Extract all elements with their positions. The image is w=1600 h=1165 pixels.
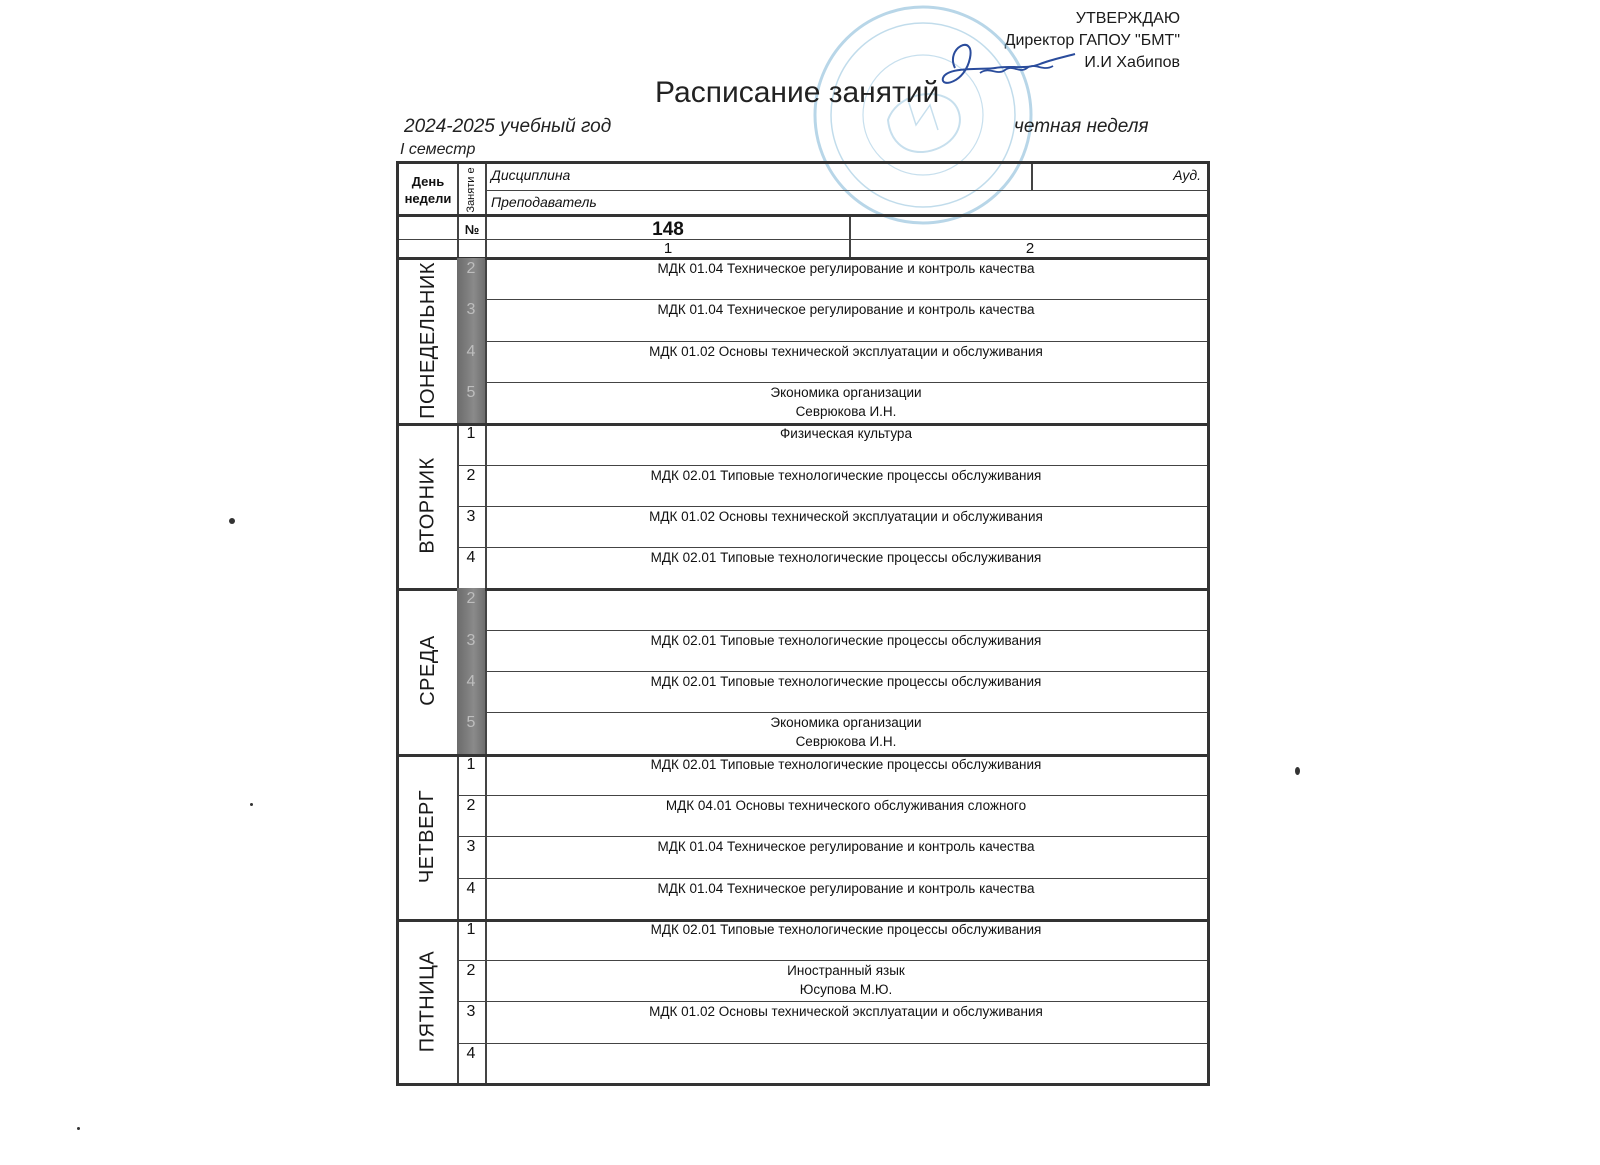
divider <box>485 190 1207 191</box>
lesson-number: 5 <box>457 382 485 423</box>
lesson-cell <box>485 630 1207 672</box>
approval-line: УТВЕРЖДАЮ <box>1075 10 1180 27</box>
lesson-cell <box>485 465 1207 507</box>
header-day-label: недели <box>404 191 452 206</box>
page-title: Расписание занятий <box>655 76 940 109</box>
lesson-subject: МДК 02.01 Типовые технологические процессы обслуживания <box>650 467 1042 483</box>
day-name-label: ПОНЕДЕЛЬНИК <box>416 262 439 420</box>
header-teacher: Преподаватель <box>491 194 597 210</box>
lesson-subject: МДК 01.04 Техническое регулирование и контроль качества <box>657 880 1035 896</box>
lesson-subject: МДК 01.02 Основы технической эксплуатации и обслуживания <box>649 508 1043 524</box>
lesson-cell <box>485 588 1207 630</box>
day-name <box>399 258 457 423</box>
header-number-sign: № <box>464 222 480 237</box>
week-type: четная неделя <box>1014 116 1149 137</box>
lesson-number: 4 <box>466 549 476 567</box>
approval-block <box>1005 8 1180 74</box>
lesson-number: 2 <box>466 962 476 980</box>
header-day <box>399 164 457 216</box>
subgroup-1: 1 <box>663 240 673 257</box>
scan-speck <box>250 803 253 806</box>
day-name <box>399 423 457 588</box>
lesson-number: 3 <box>457 299 485 340</box>
lesson-subject: МДК 02.01 Типовые технологические процессы обслуживания <box>650 756 1042 772</box>
lesson-cell <box>485 382 1207 424</box>
lesson-number: 1 <box>466 755 476 773</box>
lesson-cell <box>485 754 1207 796</box>
day-name <box>399 754 457 919</box>
lesson-number: 4 <box>466 1044 476 1062</box>
lesson-subject: МДК 02.01 Типовые технологические процессы обслуживания <box>650 921 1042 937</box>
lesson-number: 2 <box>457 588 485 629</box>
schedule-table <box>396 161 1210 1086</box>
header-lesson-label: Заняти е <box>465 167 477 213</box>
day-name-label: ВТОРНИК <box>416 457 439 554</box>
lesson-number: 4 <box>457 671 485 712</box>
lesson-cell <box>485 919 1207 961</box>
lesson-subject: МДК 01.04 Техническое регулирование и контроль качества <box>657 302 1035 318</box>
lesson-subject: МДК 01.04 Техническое регулирование и контроль качества <box>657 839 1035 855</box>
day-name <box>399 919 457 1084</box>
lesson-cell <box>485 878 1207 920</box>
header-room: Ауд. <box>1173 167 1201 183</box>
lesson-number: 3 <box>466 507 476 525</box>
lesson-subject: Экономика организации <box>770 715 922 731</box>
day-name-label: ЧЕТВЕРГ <box>416 789 439 883</box>
group-number: 148 <box>652 219 684 240</box>
lesson-cell <box>485 506 1207 548</box>
lesson-subject: МДК 02.01 Типовые технологические процессы обслуживания <box>650 674 1042 689</box>
approval-director: Директор ГАПОУ "БМТ" <box>1004 32 1180 49</box>
divider <box>1031 164 1033 190</box>
lesson-cell <box>485 1001 1207 1043</box>
lesson-cell <box>485 423 1207 465</box>
lesson-number: 1 <box>466 920 476 938</box>
lesson-subject: Экономика организации <box>770 384 922 400</box>
lesson-number: 4 <box>457 341 485 382</box>
lesson-subject: МДК 02.01 Типовые технологические процессы обслуживания <box>650 632 1042 648</box>
day-name <box>399 588 457 753</box>
scan-speck <box>1295 767 1300 775</box>
lesson-number: 2 <box>457 258 485 299</box>
header-discipline: Дисциплина <box>491 167 571 183</box>
lesson-number: 3 <box>466 838 476 856</box>
header-day-label: День <box>411 174 445 189</box>
lesson-subject: МДК 02.01 Типовые технологические процессы обслуживания <box>650 550 1042 566</box>
lesson-number: 2 <box>466 796 476 814</box>
lesson-cell <box>485 960 1207 1002</box>
scan-speck <box>229 518 235 524</box>
lesson-subject: МДК 01.04 Техническое регулирование и контроль качества <box>657 261 1035 276</box>
lesson-cell <box>485 341 1207 383</box>
header-lesson <box>457 164 485 216</box>
lesson-cell <box>485 299 1207 341</box>
lesson-cell <box>485 795 1207 837</box>
lesson-number: 5 <box>457 712 485 753</box>
lesson-cell <box>485 258 1207 300</box>
lesson-number: 3 <box>457 630 485 671</box>
lesson-teacher: Севрюкова И.Н. <box>795 403 897 419</box>
scan-speck <box>77 1127 80 1130</box>
lesson-subject: МДК 04.01 Основы технического обслуживания сложного <box>665 797 1027 813</box>
lesson-cell <box>485 836 1207 878</box>
lesson-subject: Физическая культура <box>780 426 912 442</box>
day-name-label: ПЯТНИЦА <box>416 950 439 1053</box>
semester: I семестр <box>400 141 476 158</box>
lesson-cell <box>485 712 1207 754</box>
lesson-number: 4 <box>466 879 476 897</box>
academic-year: 2024-2025 учебный год <box>404 116 612 137</box>
day-name-label: СРЕДА <box>416 635 439 707</box>
lesson-teacher: Юсупова М.Ю. <box>799 982 893 998</box>
lesson-subject: МДК 01.02 Основы технической эксплуатации и обслуживания <box>649 343 1043 359</box>
lesson-subject: Иностранный язык <box>787 963 905 979</box>
lesson-number: 3 <box>466 1003 476 1021</box>
lesson-cell <box>485 547 1207 589</box>
subgroup-2: 2 <box>1025 240 1035 257</box>
lesson-cell <box>485 1043 1207 1085</box>
lesson-teacher: Севрюкова И.Н. <box>795 734 897 750</box>
lesson-subject: МДК 01.02 Основы технической эксплуатации и обслуживания <box>649 1004 1043 1020</box>
lesson-cell <box>485 671 1207 713</box>
approval-signatory: И.И Хабипов <box>1084 54 1180 71</box>
lesson-number: 2 <box>466 466 476 484</box>
lesson-number: 1 <box>466 425 476 443</box>
